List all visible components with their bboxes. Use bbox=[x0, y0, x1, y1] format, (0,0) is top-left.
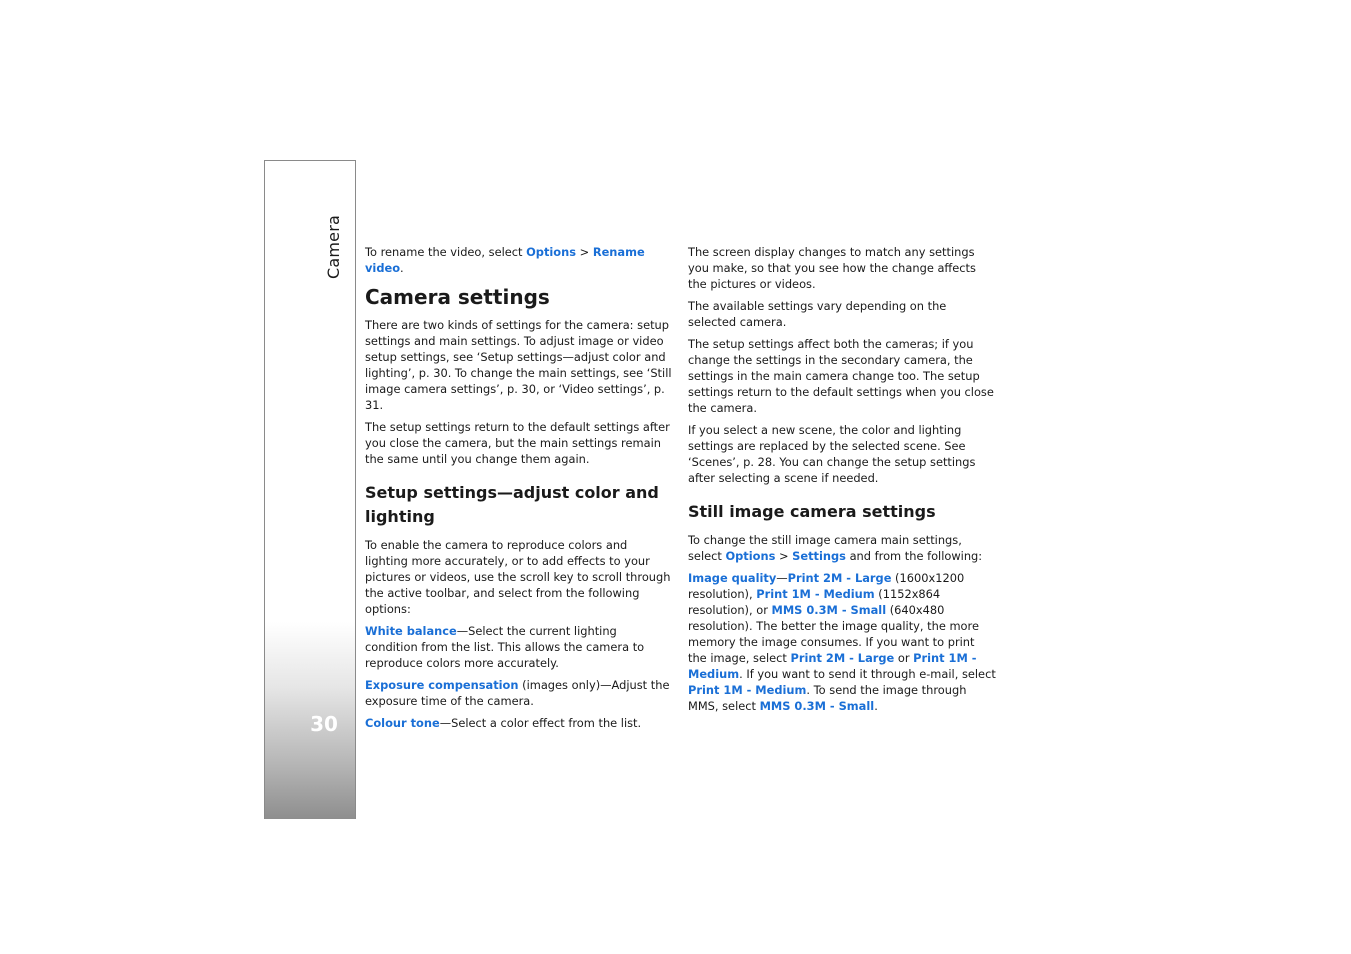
print-1m-medium-link[interactable]: Print 1M - Medium bbox=[756, 587, 875, 601]
paragraph: The available settings vary depending on the selected camera. bbox=[688, 299, 947, 329]
subsection-title-setup-settings: Setup settings—adjust color and lighting bbox=[365, 483, 659, 526]
option-exposure-compensation: Exposure compensation (images only)—Adjust the exposure time of the camera. bbox=[365, 678, 670, 708]
right-column bbox=[688, 244, 996, 720]
paragraph: The setup settings affect both the cameras; if you change the settings in the secondary camera, the settings in the main camera change too. The setup settings return to the default settings when you close the camera. bbox=[688, 337, 994, 415]
paragraph: The setup settings return to the default settings after you close the camera, but the main settings remain the same until you change them again. bbox=[365, 420, 670, 466]
page-number: 30 bbox=[310, 712, 338, 736]
print-2m-large-link[interactable]: Print 2M - Large bbox=[790, 651, 895, 665]
rename-instruction: To rename the video, select Options > Rename video. bbox=[365, 245, 645, 275]
section-title-camera-settings: Camera settings bbox=[365, 285, 550, 309]
print-1m-medium-link[interactable]: Print 1M - Medium bbox=[688, 683, 807, 697]
option-white-balance: White balance—Select the current lighting condition from the list. This allows the camera to reproduce colors more accurately. bbox=[365, 624, 645, 670]
still-image-instruction: To change the still image camera main settings, select Options > Settings and from the following: bbox=[688, 533, 983, 563]
option-image-quality: Image quality—Print 2M - Large (1600x1200 resolution), Print 1M - Medium (1152x864 resolution), or MMS 0.3M - Small (640x480 resolution). The better the image quality, the more memory the image consumes. If you want to print the image, select Print 2M - Large or Print 1M - Medium. If you want to send it through e-mail, select Print 1M - Medium. To send the image through MMS, select MMS 0.3M - Small. bbox=[688, 571, 996, 713]
sidebar-chapter-title: Camera bbox=[324, 215, 343, 279]
mms-small-link[interactable]: MMS 0.3M - Small bbox=[759, 699, 875, 713]
print-1m-medium-link[interactable]: Print 1M - Medium bbox=[688, 651, 977, 681]
paragraph: If you select a new scene, the color and lighting settings are replaced by the selected scene. See ‘Scenes’, p. 28. You can change the setup settings after selecting a scene if needed. bbox=[688, 423, 976, 485]
settings-link[interactable]: Settings bbox=[792, 549, 846, 563]
colour-tone-link[interactable]: Colour tone bbox=[365, 716, 440, 730]
subsection-title-still-image: Still image camera settings bbox=[688, 502, 936, 521]
print-2m-large-link[interactable]: Print 2M - Large bbox=[787, 571, 892, 585]
options-link[interactable]: Options bbox=[526, 245, 577, 259]
paragraph: The screen display changes to match any settings you make, so that you see how the change affects the pictures or videos. bbox=[688, 245, 976, 291]
exposure-compensation-link[interactable]: Exposure compensation bbox=[365, 678, 519, 692]
mms-small-link[interactable]: MMS 0.3M - Small bbox=[771, 603, 887, 617]
left-column bbox=[365, 244, 673, 737]
paragraph: To enable the camera to reproduce colors and lighting more accurately, or to add effects to your pictures or videos, use the scroll key to scroll through the active toolbar, and select from the following options: bbox=[365, 538, 671, 616]
paragraph: There are two kinds of settings for the camera: setup settings and main settings. To adjust image or video setup settings, see ‘Setup settings—adjust color and lighting’, p. 30. To change the main settings, see ‘Still image camera settings’, p. 30, or ‘Video settings’, p. 31. bbox=[365, 318, 672, 412]
option-colour-tone: Colour tone—Select a color effect from the list. bbox=[365, 716, 642, 730]
rename-video-link[interactable]: Rename video bbox=[365, 245, 645, 275]
options-link[interactable]: Options bbox=[725, 549, 776, 563]
image-quality-link[interactable]: Image quality bbox=[688, 571, 777, 585]
white-balance-link[interactable]: White balance bbox=[365, 624, 457, 638]
